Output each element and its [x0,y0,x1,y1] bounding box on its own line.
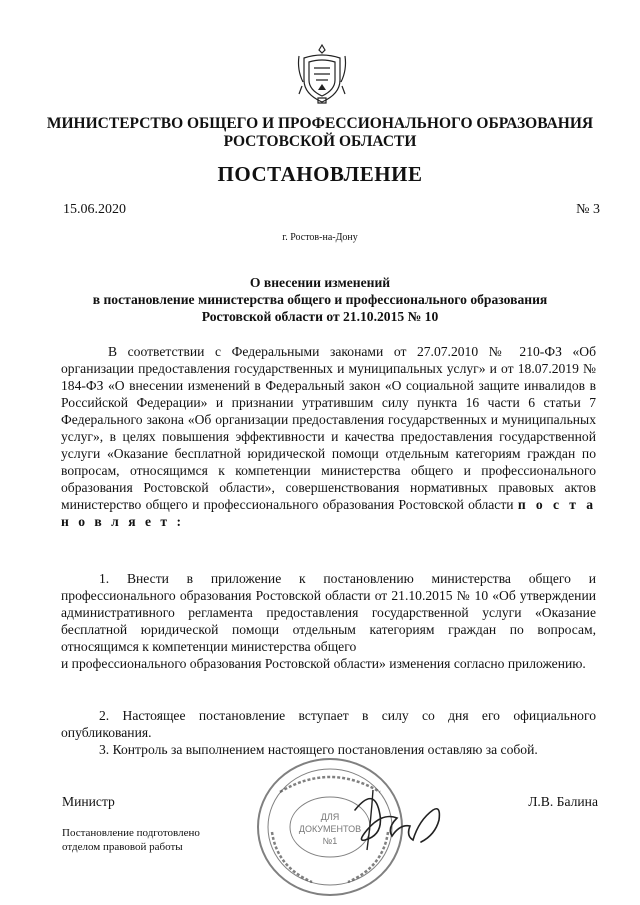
ministry-name [40,115,600,151]
signatory-name: Л.В. Балина [528,794,598,809]
preamble-text: В соответствии с Федеральными законами от 27.07.2010 № 210-ФЗ «Об организации предоставления государственных и муниципальных услуг» и от 18.07.2019 № 184-ФЗ «О внесении изменений в Федеральный закон «О социальной защите инвалидов в Российской Федерации» и признании утратившим силу пункта 16 части 6 статьи 7 Федерального закона «Об организации предоставления государственных и муниципальных услуг», в целях повышения эффективности и качества предоставления государственной услуги «Оказание бесплатной юридической помощи отдельным категориям граждан по вопросам, относящимся к компетенции министерства общего и профессионального образования Ростовской области», совершенствования нормативных правовых актов министерство общего и профессионального образования Ростовской области [61,344,596,512]
document-city: г. Ростов-на-Дону [282,232,358,243]
document-subject [50,274,590,325]
prepared-by-line2: отделом правовой работы [62,841,183,853]
document-type: ПОСТАНОВЛЕНИЕ [217,162,423,186]
document-number: № 3 [576,202,600,217]
item-2-paragraph: 2. Настоящее постановление вступает в силу со дня его официального опубликования. [61,708,596,740]
handwritten-signature [345,780,445,860]
ministry-name-line1: МИНИСТЕРСТВО ОБЩЕГО И ПРОФЕССИОНАЛЬНОГО ОБРАЗОВАНИЯ [46,115,594,132]
prepared-by-line1: Постановление подготовлено [62,827,200,839]
signatory-title: Министр [62,794,115,809]
prepared-by-note [62,826,242,854]
item-1-paragraph [61,570,596,672]
subject-line1: О внесении изменений [249,275,391,290]
stamp-line2: ДОКУМЕНТОВ [298,824,362,834]
subject-line3: Ростовской области от 21.10.2015 № 10 [201,309,439,324]
document-date: 15.06.2020 [63,202,126,217]
stamp-line3: №1 [322,836,338,846]
item-1-part2: и профессионального образования Ростовской области» изменения согласно приложению. [61,656,586,671]
item-3-paragraph: 3. Контроль за выполнением настоящего постановления оставляю за собой. [99,742,538,757]
subject-line2: в постановление министерства общего и профессионального образования [92,292,548,307]
coat-of-arms-emblem [296,42,348,106]
item-1-part1: 1. Внести в приложение к постановлению министерства общего и профессионального образования Ростовской области от 21.10.2015 № 10 «Об утверждении административного регламента предоставления государственной услуги «Оказание бесплатной юридической помощи отдельным категориям граждан по вопросам, относящимся к компетенции министерства общего [61,571,596,654]
preamble-paragraph [61,343,596,530]
resolves-word: п о с т а н о в л я е т : [61,497,596,529]
ministry-name-line2: РОСТОВСКОЙ ОБЛАСТИ [223,133,417,150]
stamp-line1: ДЛЯ [320,812,340,822]
